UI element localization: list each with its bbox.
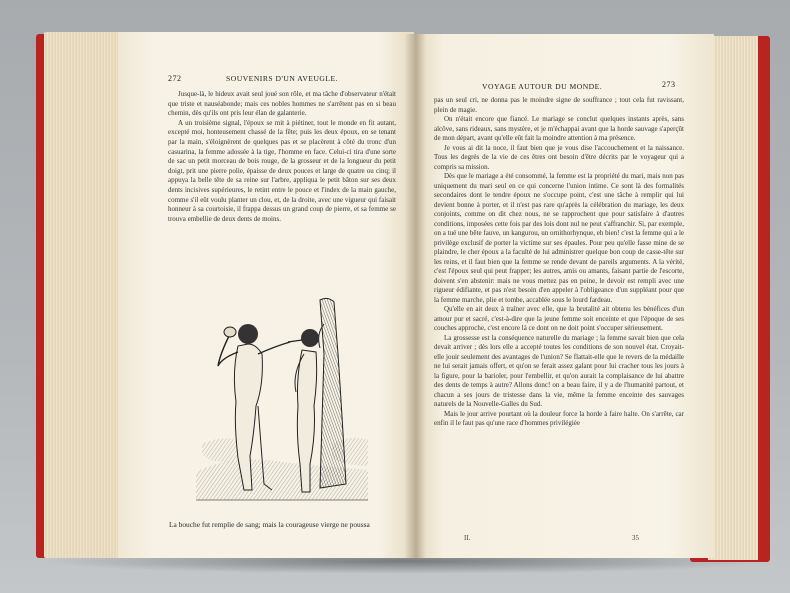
left-page-number: 272: [168, 74, 182, 83]
right-page: [414, 34, 714, 558]
paragraph: A un troisième signal, l'époux se mit à piétiner, tout le monde en fit autant, excepté moi, honteusement chassé de la fête; puis les deux époux, en se tenant par la main, s'éloignèrent de quelques pas et se placèrent à côté du tronc d'un casuarina, la femme adossée à la tige, l'homme en face. Celui-ci tira d'une sorte de sac un petit morceau de bois rouge, de la grosseur et de la longueur du petit doigt, prit une pierre polie, épaisse de deux pouces et large de quatre ou cinq; il appuya la belle tête de sa reine sur l'arbre, appliqua le petit bâton sur ses deux dents incisives supérieures, le retint entre le pouce et l'index de la main gauche, comme s'il eût voulu planter un clou, et, de la droite, avec une vigueur qui faisait honneur à sa courtoisie, il frappa dessus un grand coup de pierre, et sa femme se trouva embellie de deux dents de moins.: [168, 118, 396, 223]
paragraph: pas un seul cri, ne donna pas le moindre signe de souffrance ; tout cela fut ravissant, plein de magie.: [434, 96, 684, 114]
paragraph: On n'était encore que fiancé. Le mariage se conclut quelques instants après, sans alcôve, sans rideaux, sans mystère, et je m'échappai avant que la horde sauvage s'aperçût de mon départ, avant qu'elle eût fait la moindre attention à ma présence.: [434, 115, 684, 142]
right-page-number: 273: [662, 80, 676, 89]
book-gutter: [404, 34, 426, 558]
right-body-text: [434, 96, 684, 429]
paragraph: La grossesse est la conséquence naturelle du mariage ; la femme savait bien que cela devait arriver ; dès lors elle a accepté toutes les conditions de son nouvel état. Croyait-elle jouir seulement des avantages de l'union? Se flattait-elle que le revers de la médaille ne lui serait jamais offert, et qu'on se ferait assez galant pour lui cracher tous les jours à la figure, pour la barioler, pour l'embellir, et qu'on aurait la complaisance de lui abattre des dents de temps à autre? Allons donc! on a beau faire, il y a de l'humanité partout, et chacun a ses jours de tristesse dans la vie, même la femme enceinte des sauvages naturels de la Nouvelle-Galles du Sud.: [434, 333, 684, 408]
left-body-text: [168, 90, 396, 224]
page-block-right: [708, 36, 758, 560]
left-page: [118, 32, 414, 558]
illustration-caption: La bouche fut remplie de sang; mais la courageuse vierge ne poussa: [169, 520, 370, 529]
left-running-head: SOUVENIRS D'UN AVEUGLE.: [226, 74, 339, 83]
signature-number: 35: [632, 534, 639, 542]
paragraph: Jusque-là, le hideux avait seul joué son rôle, et ma tâche d'observateur n'était que triste et nauséabonde; mais ces nobles hommes ne s'arrêtent pas en si beau chemin, dès qu'ils ont pris leur élan de galanterie.: [168, 90, 396, 118]
signature-mark: II.: [464, 534, 471, 542]
paragraph: Dès que le mariage a été consommé, la femme est la propriété du mari, mais non pas uniquement du mari seul en ce qui concerne l'union intime. Ce sont là des formalités secondaires dont le tendre époux ne s'occupe point, c'est une tâche à remplir qui lui devient bonne à porter, et il n'est pas rare qu'après la célébration du mariage, les deux conjoints, comme on dit chez nous, ne se rapprochent que pour satisfaire à d'autres conditions, imposées cette fois par des lois dont nul ne peut s'affranchir. Si, par exemple, on a tué une bête fauve, un kangurou, un ornithorhynque, eh bien! c'est la femme qui a le privilège exclusif de porter la victime sur ses épaules. Pour peu qu'elle fasse mine de se plaindre, le cher époux a la faculté de lui administrer quelque bon coup de casse-tête sur les reins, et il faut bien que la femme se rende devant de pareils arguments. A la vérité, c'est l'époux seul qui peut frapper; les autres, amis ou amants, faisant partie de l'escorte, doivent s'en abstenir: mais ne vous mettez pas en peine, le devoir est rempli avec une rigueur édifiante, et pas n'est besoin d'en appeler à l'obligeance d'un suppléant pour que la femme marche, plie et tombe, accablée sous le lourd fardeau.: [434, 172, 684, 304]
engraving-illustration: [192, 294, 370, 506]
right-running-head: VOYAGE AUTOUR DU MONDE.: [482, 82, 603, 91]
paragraph: Qu'elle en ait deux à traîner avec elle, que la brutalité ait obtenu les bénéfices d'un amour pur et sacré, c'est-à-dire que la jeune femme soit enceinte et que l'époque de ses couches approche, c'est encore là ce dont on ne doit point s'occuper sérieusement.: [434, 305, 684, 332]
page-block-left: [44, 32, 122, 558]
paragraph: Je vous ai dit la noce, il faut bien que je vous dise l'accouchement et la naissance. Tous les degrés de la vie de ces êtres ont besoin d'être décrits par le voyageur qui a compris sa mission.: [434, 143, 684, 171]
paragraph: Mais le jour arrive pourtant où la douleur force la horde à faire halte. On s'arrête, car enfin il le faut pas qu'une race d'hommes privilégiée: [434, 409, 684, 427]
